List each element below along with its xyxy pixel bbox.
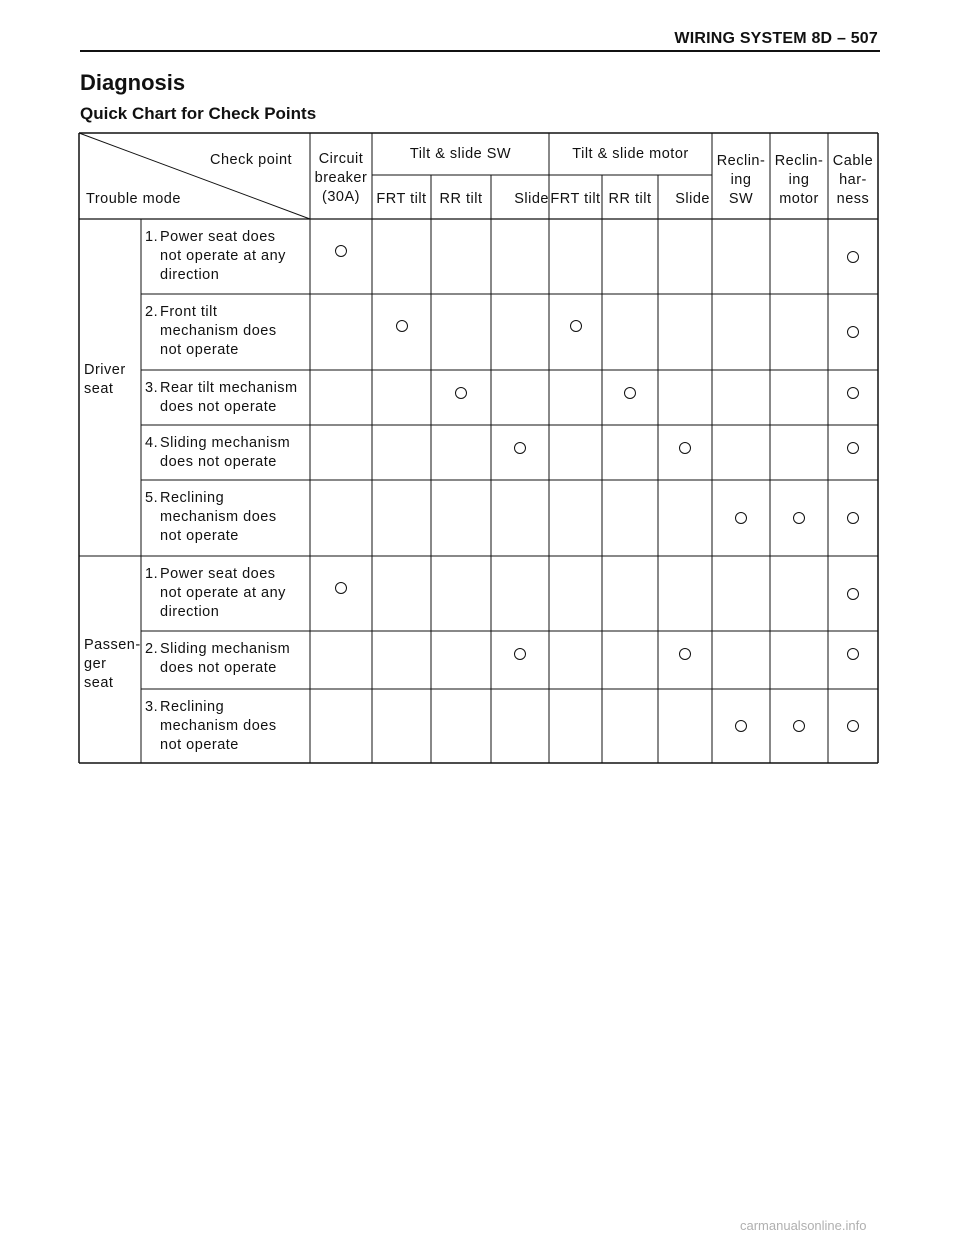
header-sw-rr-tilt: RR tilt bbox=[439, 191, 483, 207]
trouble-item-text: Sliding mechanism does not operate bbox=[160, 435, 291, 470]
watermark-text: carmanualsonline.info bbox=[740, 1218, 867, 1233]
trouble-item-number: 1. bbox=[145, 566, 159, 582]
trouble-item-number: 2. bbox=[145, 641, 159, 657]
trouble-item-text: Reclining mechanism does not operate bbox=[160, 699, 277, 753]
check-mark-circle bbox=[793, 512, 805, 524]
trouble-item-number: 3. bbox=[145, 699, 159, 715]
header-tilt-slide-motor: Tilt & slide motor bbox=[572, 146, 689, 162]
header-motor-slide: Slide bbox=[675, 191, 710, 207]
check-mark-circle bbox=[735, 512, 747, 524]
check-mark-circle bbox=[847, 588, 859, 600]
header-cable-harness: Cable har- ness bbox=[832, 153, 874, 207]
check-mark-circle bbox=[847, 442, 859, 454]
check-mark-circle bbox=[514, 442, 526, 454]
header-reclining-sw: Reclin- ing SW bbox=[716, 153, 766, 207]
header-reclining-motor: Reclin- ing motor bbox=[774, 153, 824, 207]
trouble-item-text: Power seat does not operate at any direction bbox=[160, 566, 286, 620]
check-mark-circle bbox=[847, 387, 859, 399]
page-header: WIRING SYSTEM 8D – 507 bbox=[674, 30, 878, 47]
trouble-item-text: Power seat does not operate at any direction bbox=[160, 229, 286, 283]
trouble-item-number: 4. bbox=[145, 435, 159, 451]
trouble-item-number: 3. bbox=[145, 380, 159, 396]
check-mark-circle bbox=[847, 251, 859, 263]
check-mark-circle bbox=[624, 387, 636, 399]
check-mark-circle bbox=[679, 442, 691, 454]
trouble-item-text: Reclining mechanism does not operate bbox=[160, 490, 277, 544]
check-mark-circle bbox=[847, 648, 859, 660]
check-mark-circle bbox=[396, 320, 408, 332]
header-tilt-slide-sw: Tilt & slide SW bbox=[409, 146, 512, 162]
section-subtitle: Quick Chart for Check Points bbox=[80, 104, 317, 123]
check-mark-circle bbox=[793, 720, 805, 732]
check-mark-circle bbox=[570, 320, 582, 332]
header-motor-frt-tilt: FRT tilt bbox=[550, 191, 601, 207]
trouble-item-number: 2. bbox=[145, 304, 159, 320]
header-sw-slide: Slide bbox=[514, 191, 549, 207]
header-circuit-breaker: Circuit breaker (30A) bbox=[314, 151, 368, 205]
trouble-item-number: 1. bbox=[145, 229, 159, 245]
check-mark-circle bbox=[514, 648, 526, 660]
check-mark-circle bbox=[455, 387, 467, 399]
trouble-item-text: Sliding mechanism does not operate bbox=[160, 641, 291, 676]
check-mark-circle bbox=[847, 512, 859, 524]
corner-trouble-mode-label: Trouble mode bbox=[86, 191, 181, 207]
header-motor-rr-tilt: RR tilt bbox=[608, 191, 652, 207]
check-mark-circle bbox=[847, 326, 859, 338]
group-driver-seat-label: Driver seat bbox=[84, 362, 126, 397]
check-mark-circle bbox=[335, 582, 347, 594]
header-sw-frt-tilt: FRT tilt bbox=[376, 191, 427, 207]
group-passenger-seat-label: Passen- ger seat bbox=[84, 637, 141, 691]
check-mark-circle bbox=[735, 720, 747, 732]
check-mark-circle bbox=[335, 245, 347, 257]
check-mark-circle bbox=[847, 720, 859, 732]
check-mark-circle bbox=[679, 648, 691, 660]
page-title: Diagnosis bbox=[80, 70, 186, 95]
corner-check-point-label: Check point bbox=[210, 152, 293, 168]
trouble-item-text: Front tilt mechanism does not operate bbox=[160, 304, 277, 358]
trouble-item-number: 5. bbox=[145, 490, 159, 506]
trouble-item-text: Rear tilt mechanism does not operate bbox=[160, 380, 298, 415]
